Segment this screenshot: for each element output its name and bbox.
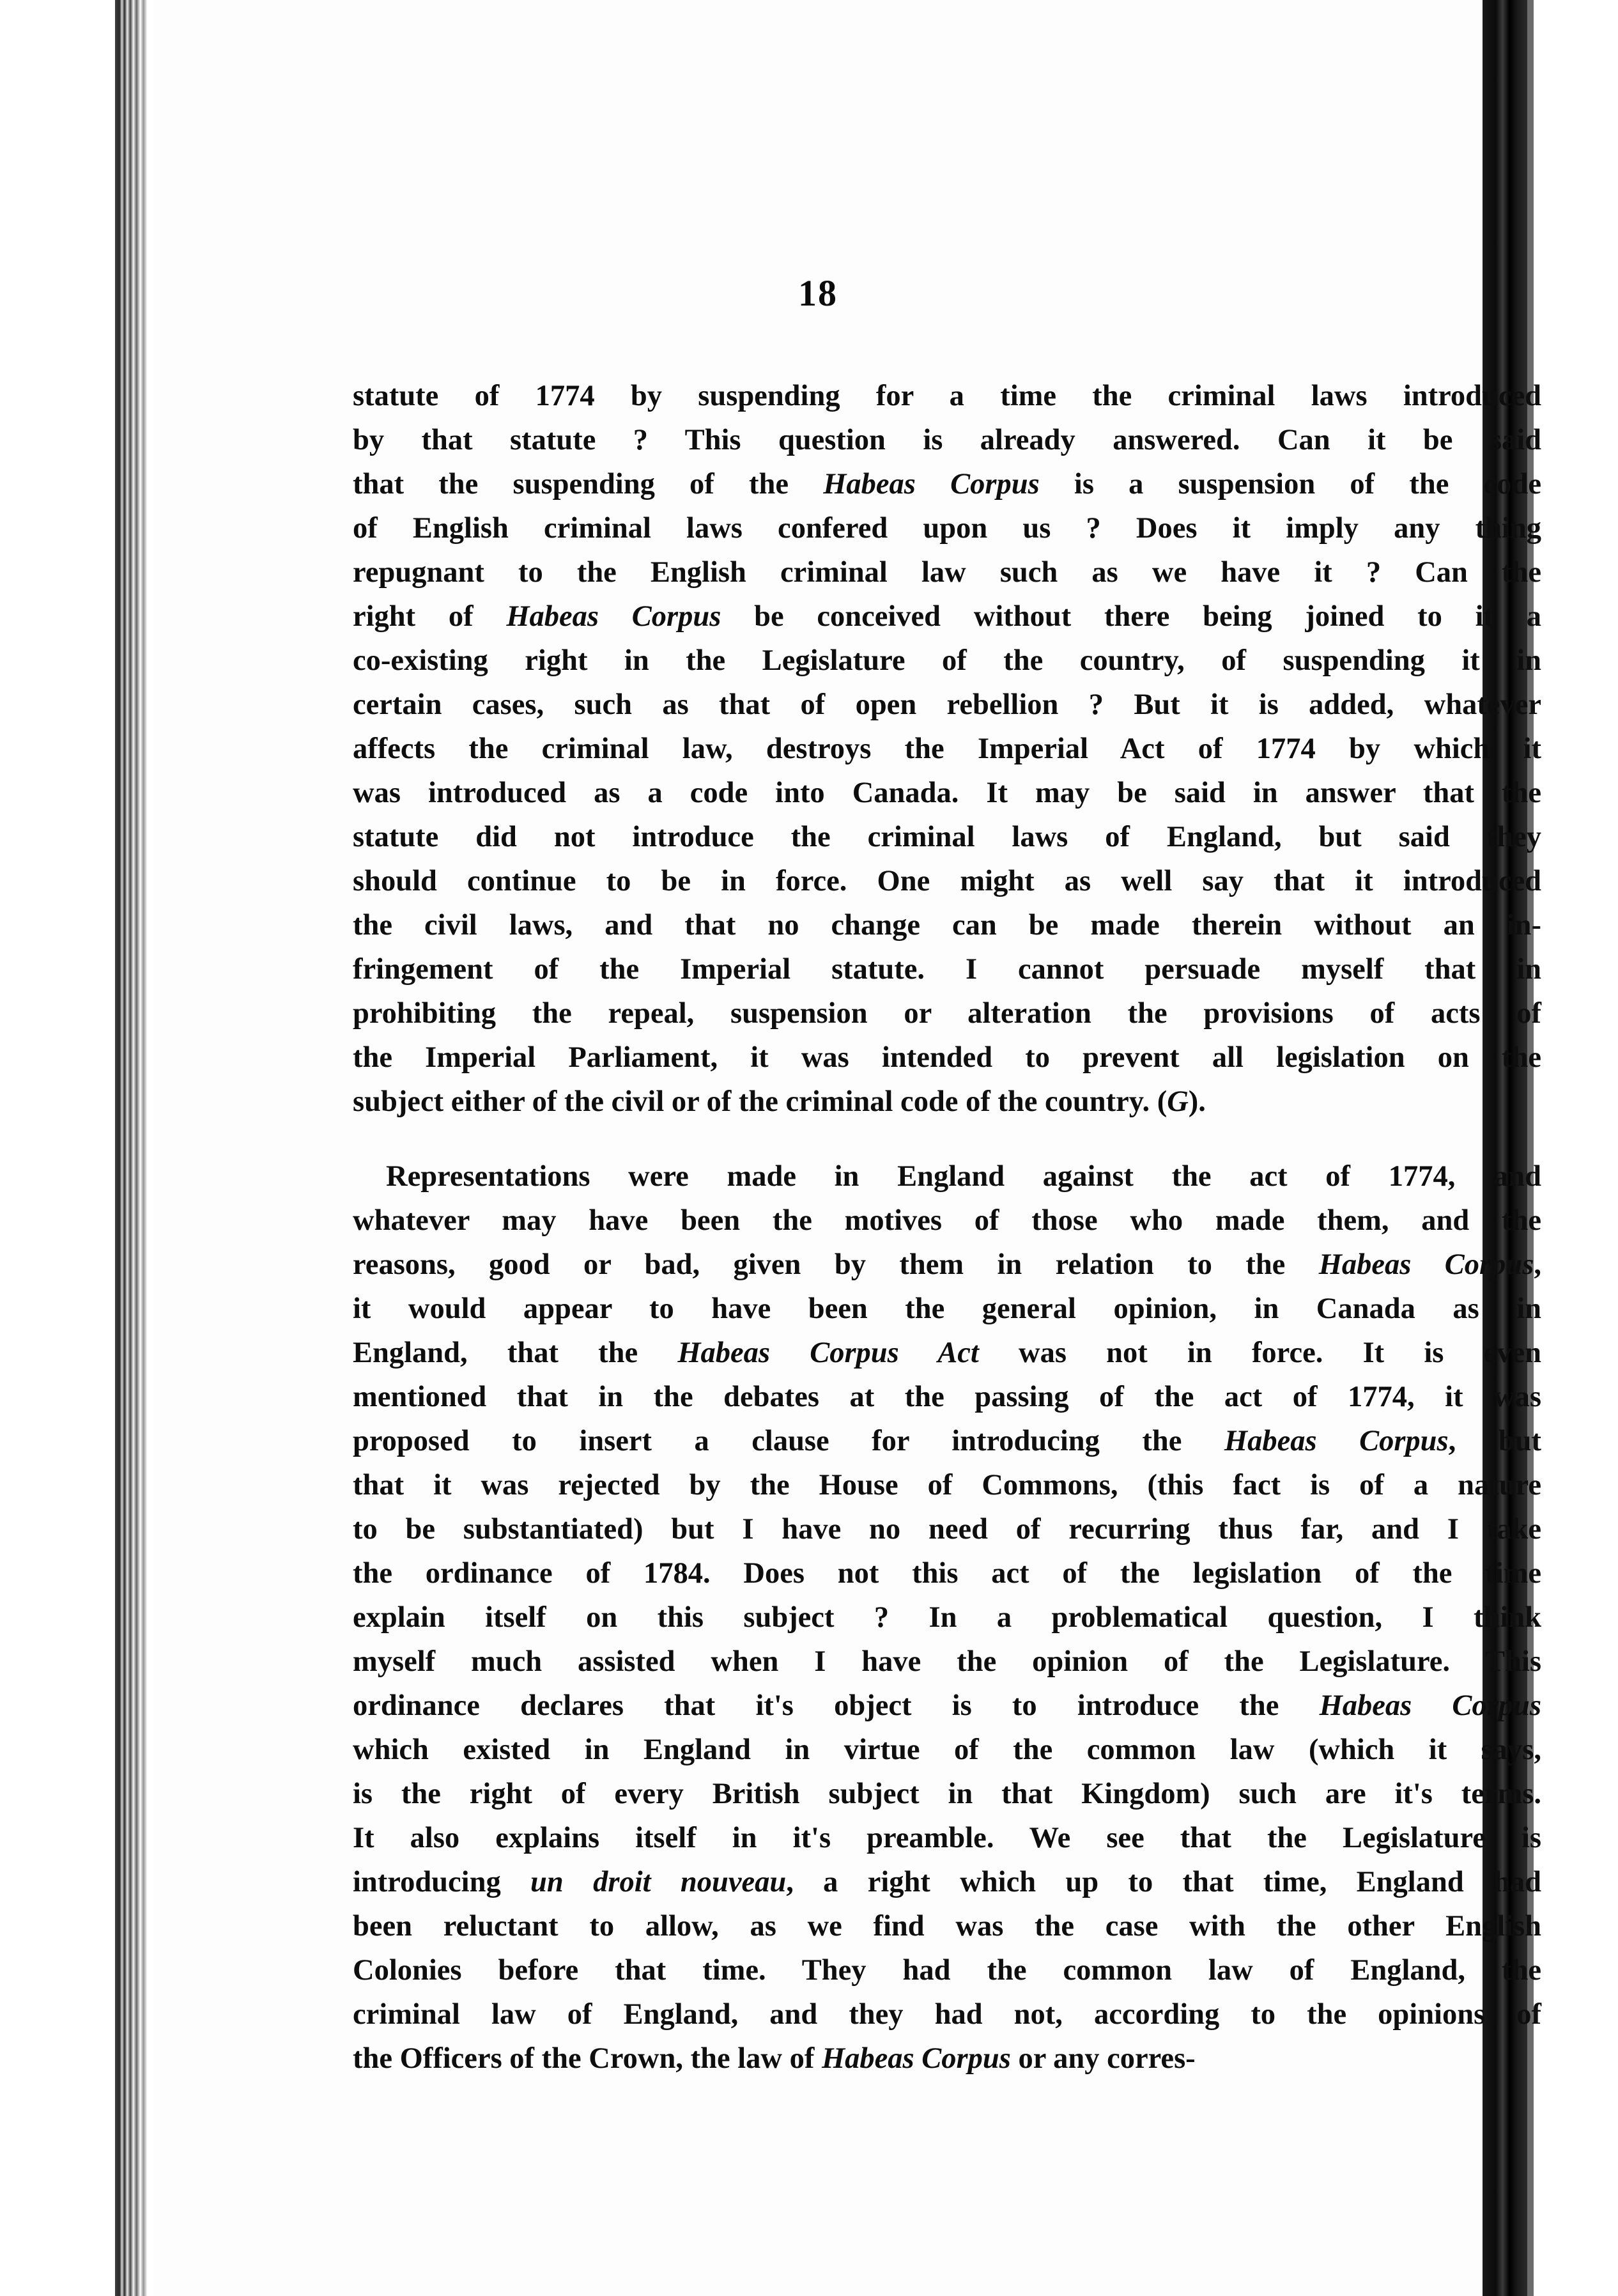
left-page-edge: [115, 0, 153, 2296]
page-number: 18: [798, 272, 838, 314]
text-line: should continue to be in force. One might as well say that it introduced: [353, 865, 1541, 897]
text-line: which existed in England in virtue of the common law (which it says,: [353, 1734, 1541, 1766]
text-line: Colonies before that time. They had the common law of England, the: [353, 1954, 1541, 1987]
text-line: whatever may have been the motives of those who made them, and the: [353, 1204, 1541, 1237]
text-line: of English criminal laws confered upon us ? Does it imply any thing: [353, 512, 1541, 545]
text-line: statute did not introduce the criminal laws of England, but said they: [353, 821, 1541, 853]
text-line: fringement of the Imperial statute. I cannot persuade myself that in: [353, 953, 1541, 986]
text-line: the Imperial Parliament, it was intended to prevent all legislation on the: [353, 1041, 1541, 1074]
italic-term: Habeas Corpus Act: [677, 1337, 979, 1369]
text-line: prohibiting the repeal, suspension or alteration the provisions of acts of: [353, 997, 1541, 1030]
text-line: the Officers of the Crown, the law of Habeas Corpus or any corres-: [353, 2042, 1196, 2075]
text-line: reasons, good or bad, given by them in relation to the Habeas Corpus,: [353, 1248, 1541, 1281]
italic-term: Habeas Corpus: [1318, 1248, 1534, 1281]
text-line: the ordinance of 1784. Does not this act of the legislation of the time: [353, 1557, 1541, 1590]
italic-term: Habeas Corpus: [1224, 1425, 1449, 1457]
text-line: been reluctant to allow, as we find was the case with the other English: [353, 1910, 1541, 1943]
right-margin: [1534, 0, 1618, 2296]
paragraph: [353, 374, 1541, 1124]
italic-term: Habeas Corpus: [506, 600, 721, 633]
text-line: that it was rejected by the House of Commons, (this fact is of a nature: [353, 1469, 1541, 1501]
italic-term: Habeas Corpus: [1319, 1689, 1541, 1722]
text-line: repugnant to the English criminal law such as we have it ? Can the: [353, 556, 1541, 589]
text-line: proposed to insert a clause for introducing the Habeas Corpus, but: [353, 1425, 1541, 1457]
italic-term: G: [1167, 1085, 1189, 1118]
text-line: by that statute ? This question is already answered. Can it be said: [353, 424, 1541, 456]
paragraph-gap: [353, 1124, 1541, 1154]
text-line: that the suspending of the Habeas Corpus is a suspension of the code: [353, 468, 1541, 500]
text-line: was introduced as a code into Canada. It may be said in answer that the: [353, 777, 1541, 809]
text-line: is the right of every British subject in that Kingdom) such are it's terms.: [353, 1778, 1541, 1810]
text-line: myself much assisted when I have the opinion of the Legislature. This: [353, 1645, 1541, 1678]
book-page: [153, 0, 1541, 2296]
text-line: It also explains itself in it's preamble. We see that the Legislature is: [353, 1822, 1541, 1854]
text-line: ordinance declares that it's object is to introduce the Habeas Corpus: [353, 1689, 1541, 1722]
text-line: mentioned that in the debates at the passing of the act of 1774, it was: [353, 1381, 1541, 1413]
text-line: to be substantiated) but I have no need of recurring thus far, and I take: [353, 1513, 1541, 1546]
text-line: co-existing right in the Legislature of the country, of suspending it in: [353, 644, 1541, 677]
italic-term: Habeas Corpus: [821, 2042, 1011, 2075]
text-line: introducing un droit nouveau, a right which up to that time, England had: [353, 1866, 1541, 1898]
text-line: it would appear to have been the general opinion, in Canada as in: [353, 1292, 1541, 1325]
text-line: subject either of the civil or of the criminal code of the country. (G).: [353, 1085, 1206, 1118]
italic-term: Habeas Corpus: [823, 468, 1040, 500]
italic-term: un droit nouveau: [530, 1866, 787, 1898]
text-line: the civil laws, and that no change can be made therein without an in-: [353, 909, 1541, 942]
paragraph: [353, 1154, 1541, 2081]
text-line: statute of 1774 by suspending for a time the criminal laws introduced: [353, 380, 1541, 412]
text-line: Representations were made in England against the act of 1774, and: [386, 1160, 1541, 1193]
text-line: England, that the Habeas Corpus Act was not in force. It is even: [353, 1337, 1541, 1369]
body-text: [353, 374, 1541, 2081]
text-line: certain cases, such as that of open rebellion ? But it is added, whatever: [353, 688, 1541, 721]
text-line: explain itself on this subject ? In a problematical question, I think: [353, 1601, 1541, 1634]
text-line: right of Habeas Corpus be conceived without there being joined to it a: [353, 600, 1541, 633]
text-line: criminal law of England, and they had not, according to the opinions of: [353, 1998, 1541, 2031]
text-line: affects the criminal law, destroys the Imperial Act of 1774 by which it: [353, 733, 1541, 765]
